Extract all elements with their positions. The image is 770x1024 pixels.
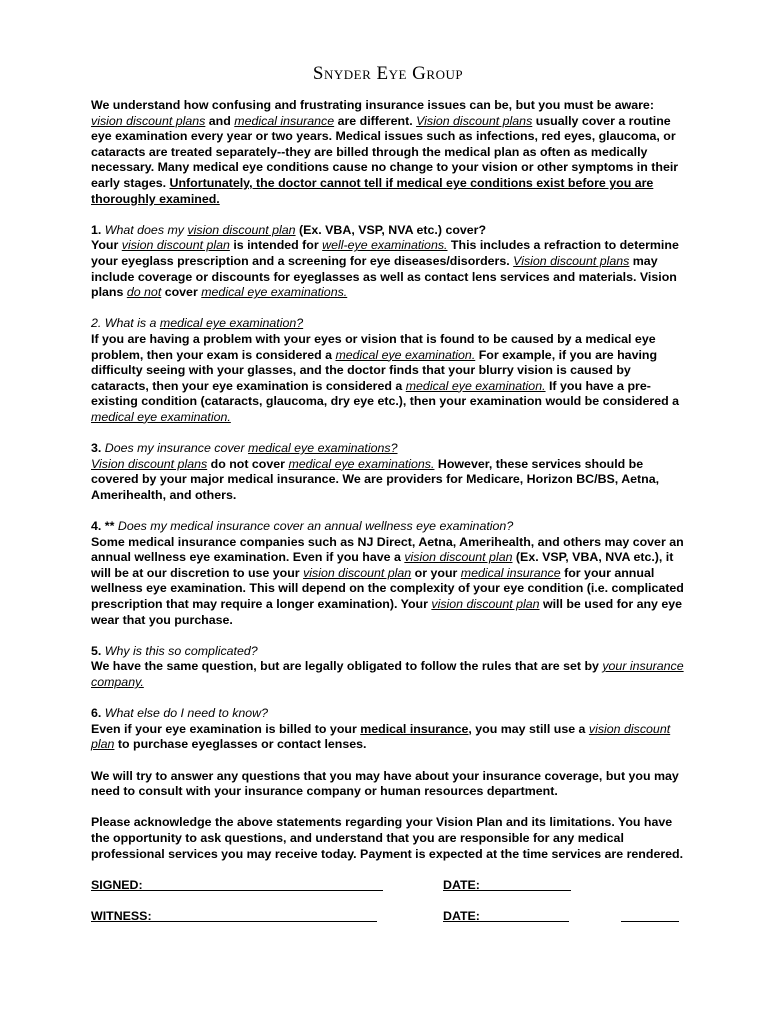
- question-4: 4. ** Does my medical insurance cover an annual wellness eye examination? Some medical insurance companies such as NJ Direct, Aetna, Amerihealth, and others may cover an annual wellness eye examination. Even if you have a vision discount plan (Ex. VSP, VBA, NVA etc.), it will be at our discretion to use your vision discount plan or your medical insurance for your annual wellness eye examination. This will depend on the complexity of your eye condition (i.e. complicated prescription that may require a longer examination). Your vision discount plan will be used for any eye wear that you purchase.: [91, 519, 684, 627]
- question-2: 2. What is a medical eye examination? If you are having a problem with your eyes or vision that is found to be caused by a medical eye problem, then your exam is considered a medical eye examination. For example, if you are having difficulty seeing with your glasses, and the doctor finds that your blurry vision is caused by cataracts, then your eye examination is considered a medical eye examination. If you have a pre-existing condition (cataracts, glaucoma, dry eye etc.), then your examination would be considered a medical eye examination.: [91, 316, 680, 424]
- witness-date-line[interactable]: [443, 909, 569, 922]
- document-page: [91, 62, 685, 940]
- witness-signature-line[interactable]: [91, 909, 377, 922]
- questions-paragraph: We will try to answer any questions that you may have about your insurance coverage, but you may need to consult with your insurance company or human resources department.: [91, 768, 679, 799]
- question-1: 1. What does my vision discount plan (Ex. VBA, VSP, NVA etc.) cover? Your vision discount plan is intended for well-eye examinations. This includes a refraction to determine your eyeglass prescription and a screening for eye diseases/disorders. Vision discount plans may include coverage or discounts for eyeglasses as well as contact lens services and materials. Vision plans do not cover medical eye examinations.: [91, 222, 679, 300]
- date-line[interactable]: [443, 878, 571, 891]
- question-6: 6. What else do I need to know? Even if your eye examination is billed to your medical insurance, you may still use a vision discount plan to purchase eyeglasses or contact lenses.: [91, 706, 671, 752]
- intro-paragraph: We understand how confusing and frustrating insurance issues can be, but you must be aware: vision discount plans and medical insurance are different. Vision discount plans usually cover a routine eye examination every year or two years. Medical issues such as infections, red eyes, glaucoma, or cataracts are treated separately--they are billed through the medical plan as often as medically necessary. Many medical eye conditions cause no change to your vision or other symptoms in their early stages. Unfortunately, the doctor cannot tell if medical eye conditions exist before you are thoroughly examined.: [91, 98, 679, 206]
- question-5: 5. Why is this so complicated? We have the same question, but are legally obligated to follow the rules that are set by your insurance company.: [91, 643, 684, 689]
- signed-row: [91, 878, 685, 909]
- witness-date-label: DATE:: [443, 908, 480, 923]
- extra-line[interactable]: [621, 909, 679, 922]
- signature-line[interactable]: [91, 878, 383, 891]
- date-label: DATE:: [443, 877, 480, 892]
- signed-label: SIGNED:: [91, 877, 143, 892]
- question-3: 3. Does my insurance cover medical eye examinations? Vision discount plans do not cover medical eye examinations. However, these services should be covered by your major medical insurance. We are providers for Medicare, Horizon BC/BS, Aetna, Amerihealth, and others.: [91, 441, 660, 502]
- acknowledgement-paragraph: Please acknowledge the above statements regarding your Vision Plan and its limitations. You have the opportunity to ask questions, and understand that you are responsible for any medical professional services you may receive today. Payment is expected at the time services are rendered.: [91, 815, 684, 861]
- document-title: Snyder Eye Group: [312, 63, 464, 84]
- witness-row: [91, 909, 685, 940]
- witness-label: WITNESS:: [91, 908, 152, 923]
